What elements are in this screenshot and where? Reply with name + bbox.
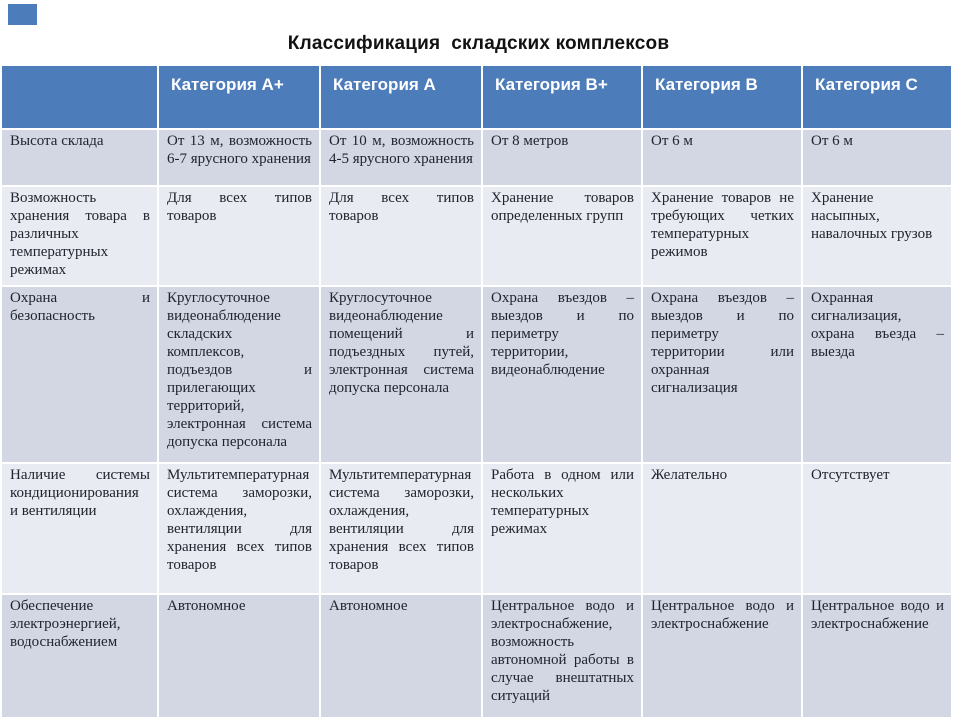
classification-table <box>0 64 953 717</box>
table-cell: Центральное водо и электроснабжение <box>642 594 802 717</box>
corner-cell <box>1 65 158 129</box>
table-cell: Центральное водо и электроснабжение, возможность автономной работы в случае внештатных ситуаций <box>482 594 642 717</box>
table-cell: Автономное <box>320 594 482 717</box>
table-cell: От 10 м, возможность 4-5 ярусного хранения <box>320 129 482 186</box>
table-row <box>1 463 952 594</box>
table-cell: Отсутствует <box>802 463 952 594</box>
table-row <box>1 129 952 186</box>
table-cell: Автономное <box>158 594 320 717</box>
column-header-category-a: Категория A <box>320 65 482 129</box>
row-header-cell: Обеспечение электроэнергией, водоснабжением <box>1 594 158 717</box>
table-row <box>1 594 952 717</box>
table-row <box>1 186 952 286</box>
table-cell: Мультитемпературная система заморозки, охлаждения, вентиляции для хранения всех типов товаров <box>320 463 482 594</box>
table-cell: Мультитемпературная система заморозки, охлаждения, вентиляции для хранения всех типов товаров <box>158 463 320 594</box>
column-header-category-c: Категория C <box>802 65 952 129</box>
table-cell: Желательно <box>642 463 802 594</box>
table-cell: От 13 м, возможность 6-7 ярусного хранения <box>158 129 320 186</box>
table-cell: Для всех типов товаров <box>320 186 482 286</box>
table-cell: Хранение товаров определенных групп <box>482 186 642 286</box>
table-cell: Охрана въездов – выездов и по периметру территории или охранная сигнализация <box>642 286 802 463</box>
table-cell: От 8 метров <box>482 129 642 186</box>
table-cell: Для всех типов товаров <box>158 186 320 286</box>
table-cell: Круглосуточное видеонаблюдение складских комплексов, подъездов и прилегающих территорий, электронная система допуска персонала <box>158 286 320 463</box>
column-header-category-b: Категория B <box>642 65 802 129</box>
page-title: Классификация складских комплексов <box>287 33 670 54</box>
table-row <box>1 286 952 463</box>
table-cell: От 6 м <box>642 129 802 186</box>
row-header-cell: Наличие системы кондиционирования и вентиляции <box>1 463 158 594</box>
table-cell: Охрана въездов – выездов и по периметру территории, видеонаблюдение <box>482 286 642 463</box>
table-cell: Круглосуточное видеонаблюдение помещений и подъездных путей, электронная система допуска персонала <box>320 286 482 463</box>
table-cell: Работа в одном или нескольких температурных режимах <box>482 463 642 594</box>
column-header-category-b-plus: Категория B+ <box>482 65 642 129</box>
row-header-cell: Высота склада <box>1 129 158 186</box>
table-cell: Хранение насыпных, навалочных грузов <box>802 186 952 286</box>
slide-accent-square <box>8 4 37 25</box>
table-cell: Хранение товаров не требующих четких температурных режимов <box>642 186 802 286</box>
table-cell: От 6 м <box>802 129 952 186</box>
column-header-category-a-plus: Категория A+ <box>158 65 320 129</box>
row-header-cell: Возможность хранения товара в различных температурных режимах <box>1 186 158 286</box>
row-header-cell: Охрана и безопасность <box>1 286 158 463</box>
table-cell: Охранная сигнализация, охрана въезда – выезда <box>802 286 952 463</box>
table-header-row <box>1 65 952 129</box>
table-cell: Центральное водо и электроснабжение <box>802 594 952 717</box>
